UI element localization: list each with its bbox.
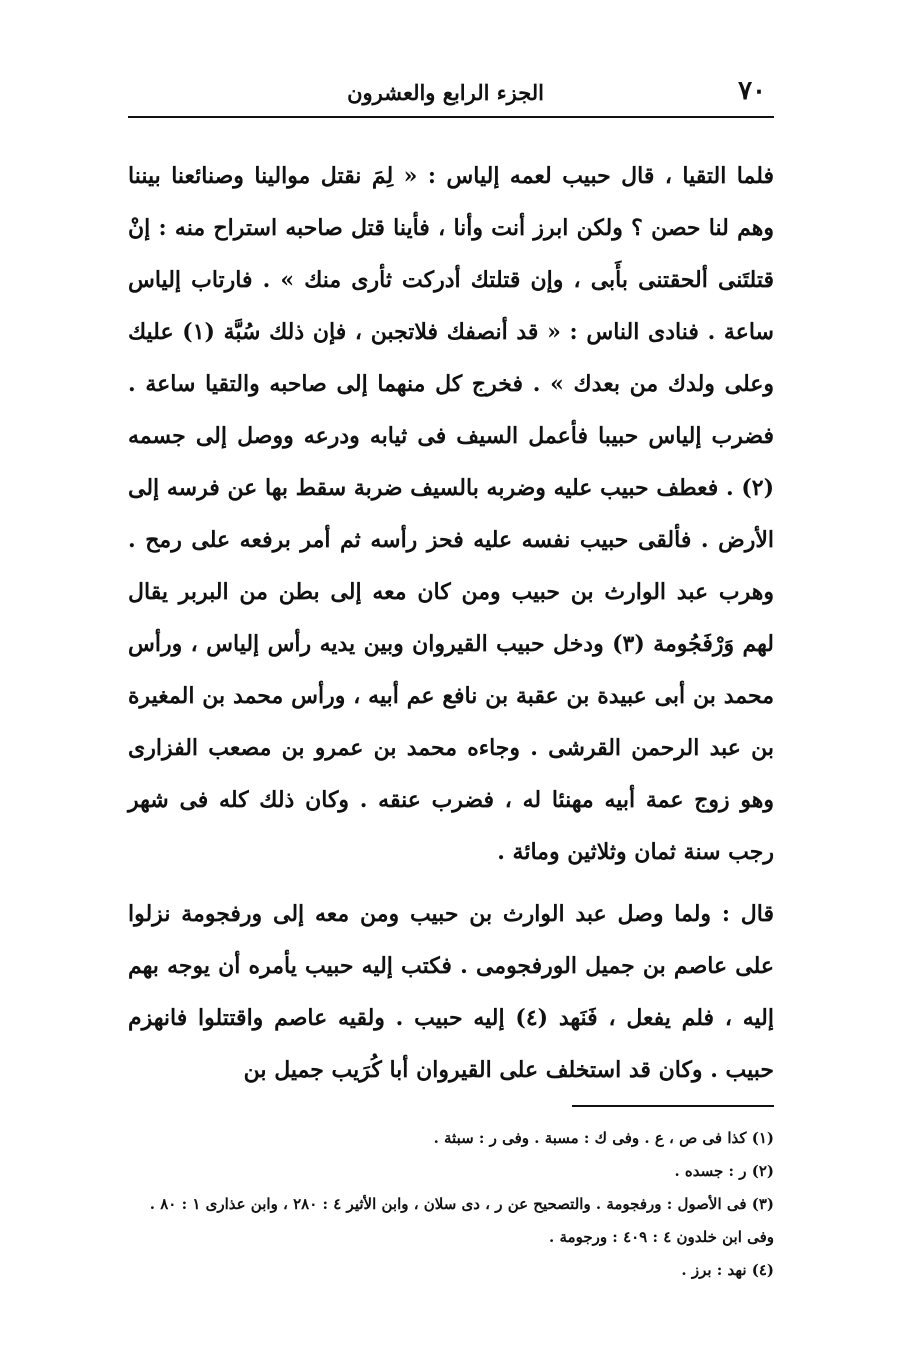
footnote-4: (٤) نهد : برز . <box>681 1261 774 1279</box>
page-number: ٧٠ <box>738 76 766 106</box>
running-title: الجزء الرابع والعشرون <box>347 80 544 105</box>
footnote-2: (٢) ر : جسده . <box>674 1162 774 1180</box>
footnote-1: (١) كذا فى ص ، ع . وفى ك : مسبة . وفى ر : سبثة . <box>433 1129 774 1147</box>
footnote-separator <box>572 1105 774 1107</box>
footnote-3: (٣) فى الأصول : ورفجومة . والتصحيح عن ر ، دى سلان ، وابن الأثير ٤ : ٢٨٠ ، وابن عذارى ١ : ٨٠ . وفى ابن خلدون ٤ : ٤٠٩ : ورجومة . <box>149 1195 774 1246</box>
paragraph-1: فلما التقيا ، قال حبيب لعمه إلياس : « لِمَ نقتل موالينا وصنائعنا بيننا وهم لنا حصن ؟ ولكن ابرز أنت وأنا ، فأينا قتل صاحبه استراح منه : إنْ قتلتَنى ألحقتنى بأَبى ، وإن قتلتك أدركت ثأرى منك » . فارتاب إلياس ساعة . فنادى الناس : « قد أنصفك فلاتجبن ، فإن ذلك سُبَّة (١) عليك وعلى ولدك من بعدك » . فخرج كل منهما إلى صاحبه والتقيا ساعة . فضرب إلياس حبيبا فأعمل السيف فى ثيابه ودرعه ووصل إلى جسمه (٢) . فعطف حبيب عليه وضربه بالسيف ضربة سقط بها عن فرسه إلى الأرض . فألقى حبيب نفسه عليه فحز رأسه ثم أمر برفعه على رمح . وهرب عبد الوارث بن حبيب ومن كان معه إلى بطن من البربر يقال لهم وَرْفَجُومة (٣) ودخل حبيب القيروان وبين يديه رأس إلياس ، ورأس محمد بن أبى عبيدة بن عقبة بن نافع عم أبيه ، ورأس محمد بن المغيرة بن عبد الرحمن القرشى . وجاءه محمد بن عمرو بن مصعب الفزارى وهو زوج عمة أبيه مهنئا له ، فضرب عنقه . وكان ذلك كله فى شهر رجب سنة ثمان وثلاثين ومائة . <box>128 163 775 865</box>
footnotes <box>128 1122 774 1287</box>
page-header <box>128 72 774 118</box>
paragraph-2: قال : ولما وصل عبد الوارث بن حبيب ومن معه إلى ورفجومة نزلوا على عاصم بن جميل الورفجومى . فكتب إليه حبيب يأمره أن يوجه بهم إليه ، فلم يفعل ، فَنَهد (٤) إليه حبيب . ولقيه عاصم واقتتلوا فانهزم حبيب . وكان قد استخلف على القيروان أبا كُرَيب جميل بن <box>128 901 774 1083</box>
main-text <box>128 150 774 1096</box>
